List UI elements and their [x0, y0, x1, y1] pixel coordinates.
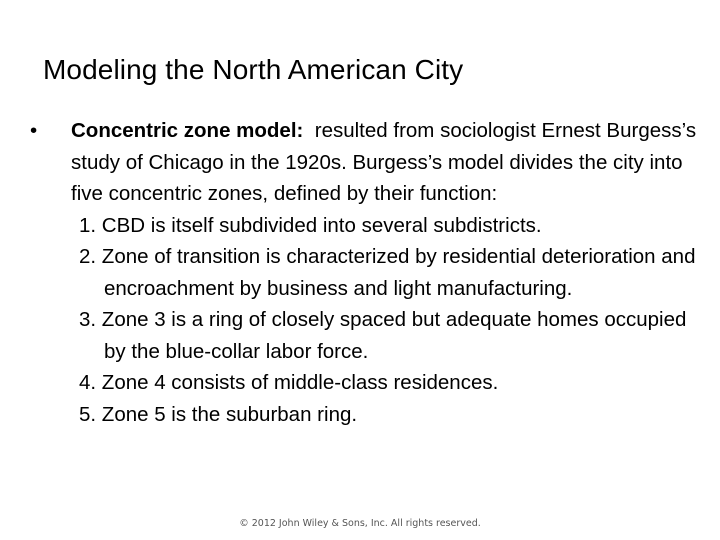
numbered-item-1: 1. CBD is itself subdivided into several subdistricts.	[79, 213, 542, 237]
numbered-item-2: 2. Zone of transition is characterized by residential deterioration and encroachment by business and light manufacturing.	[79, 245, 696, 300]
bullet-paragraph	[30, 115, 700, 210]
slide-body	[30, 115, 700, 430]
slide-title: Modeling the North American City	[43, 54, 464, 85]
numbered-item-3: 3. Zone 3 is a ring of closely spaced but adequate homes occupied by the blue-collar labor force.	[79, 308, 687, 363]
numbered-item-4: 4. Zone 4 consists of middle-class residences.	[79, 371, 499, 394]
numbered-item-5: 5. Zone 5 is the suburban ring.	[79, 402, 358, 426]
bullet-lead-term: Concentric zone model:	[71, 119, 304, 142]
bullet-text: resulted from sociologist Ernest Burgess’s study of Chicago in the 1920s. Burgess’s model divides the city into five concentric zones, defined by their function:	[71, 119, 702, 205]
bullet-glyph: •	[30, 119, 38, 142]
copyright-notice: © 2012 John Wiley & Sons, Inc. All rights reserved.	[239, 518, 481, 529]
